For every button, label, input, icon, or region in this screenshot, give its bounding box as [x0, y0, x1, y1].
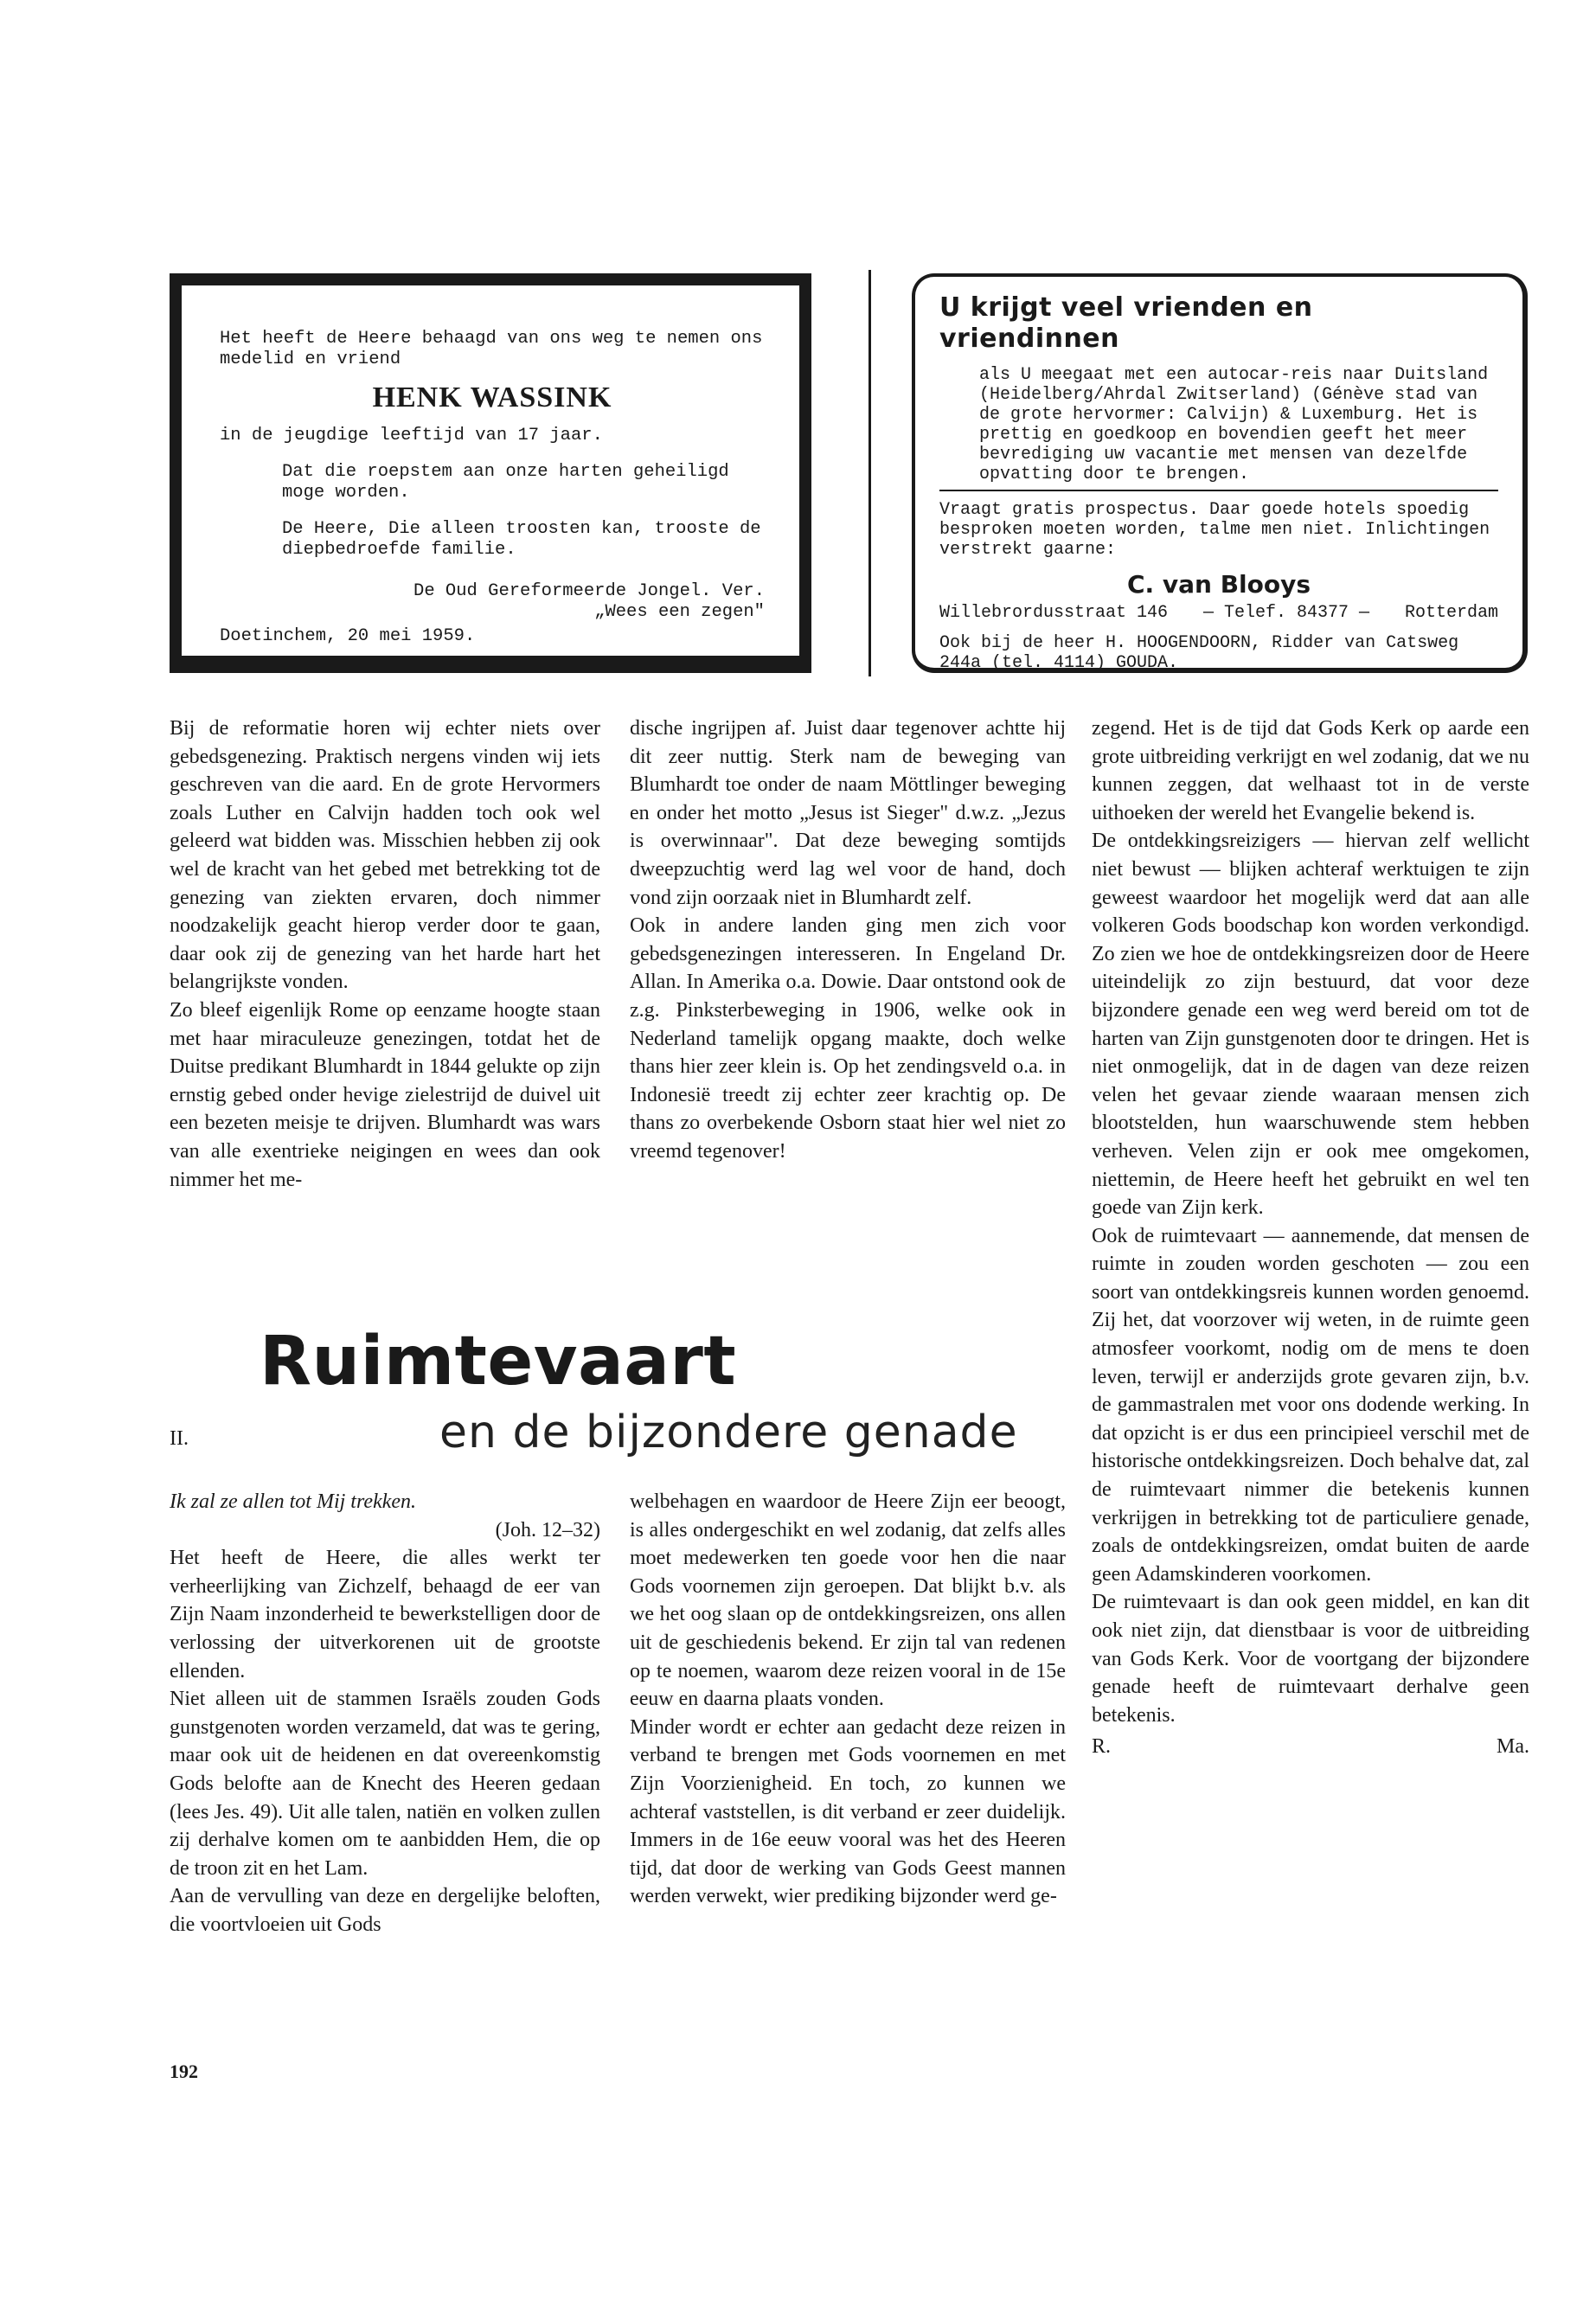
paragraph: Ook in andere landen ging men zich voor gebedsgenezingen interesseren. In Engeland Dr. Allan. In Amerika o.a. Dowie. Daar ontstond ook de z.g. Pinksterbeweging in 1906, welke ook in Nederland tamelijk opgang maakte, doch welke thans hier zeer klein is. Op het zendingsveld o.a. in Indonesië treedt zij echter zeer krachtig op. De thans zo overbekende Osborn staat hier wel niet zo vreemd tegenover!: [630, 914, 1066, 1163]
ad-body: als U meegaat met een autocar-reis naar Duitsland (Heidelberg/Ahrdal Zwitserland) (Génève stad van de grote hervormer: Calvijn) & Luxemburg. Het is prettig en goedkoop en bovendien geeft het meer bevrediging uw vacantie met mensen van dezelfde opvatting door te brengen.: [979, 365, 1489, 484]
article-part-number: II.: [170, 1427, 189, 1450]
ad-address-phone: — Telef. 84377 —: [1202, 603, 1370, 623]
paragraph: De ruimtevaart is dan ook geen middel, en kan dit ook niet zijn, dat dienstbaar is voor de uitbreiding van Gods Kerk. Voor de voortgang der bijzondere genade heeft de ruimtevaart derhalve geen betekenis.: [1092, 1591, 1529, 1727]
obituary-age: in de jeugdige leeftijd van 17 jaar.: [220, 426, 603, 445]
paragraph: Niet alleen uit de stammen Israëls zouden Gods gunstgenoten worden verzameld, dat was te gering, maar ook uit de heidenen en dat overeenkomstig Gods belofte aan de Knecht des Heeren gedaan (lees Jes. 49). Uit alle talen, natiën en volken zullen zij derhalve komen om te aanbidden Hem, die op de troon zit en het Lam.: [170, 1688, 600, 1880]
obituary-wish: Dat die roepstem aan onze harten geheiligd moge worden.: [282, 462, 729, 503]
article-signature: [1092, 1733, 1529, 1761]
obituary-comfort: De Heere, Die alleen troosten kan, trooste de diepbedroefde familie.: [282, 519, 761, 560]
paragraph: Bij de reformatie horen wij echter niets over gebedsgenezing. Praktisch nergens vinden wij iets geschreven van die aard. En de grote Hervormers zoals Luther en Calvijn hadden toch ook wel geleerd wat bidden was. Misschien hebben zij ook wel de kracht van het gebed met betrekking tot de genezing van ziekten ervaren, doch nimmer noodzakelijk geacht hierop verder door te gaan, daar ook zij de genezing van het harde hart het belangrijkste vonden.: [170, 717, 600, 994]
obituary-intro: Het heeft de Heere behaagd van ons weg te nemen ons medelid en vriend: [220, 329, 763, 369]
paragraph: Aan de vervulling van deze en dergelijke beloften, die voortvloeien uit Gods: [170, 1885, 600, 1936]
article-column-2: [630, 1488, 1066, 1911]
obituary-name: HENK WASSINK: [372, 381, 612, 413]
article-epigraph-reference: (Joh. 12–32): [495, 1518, 600, 1541]
ad-headline: U krijgt veel vrienden en vriendinnen: [939, 292, 1313, 354]
article-column-1: [170, 1488, 600, 1939]
signature-right: Ma.: [1497, 1735, 1529, 1759]
paragraph: Het heeft de Heere, die alles werkt ter verheerlijking van Zichzelf, behaagd de eer van Zijn Naam inzonderheid te bewerkstelligen door de verlossing der uitverkorenen uit de grootste ellenden.: [170, 1547, 600, 1682]
ad-contact-name: C. van Blooys: [1126, 570, 1311, 599]
obituary-place-date: Doetinchem, 20 mei 1959.: [220, 626, 476, 646]
ad-divider: [939, 490, 1498, 491]
article-subtitle: en de bijzondere genade: [439, 1407, 1018, 1458]
ad-address-city: Rotterdam: [1404, 603, 1498, 623]
paragraph: zegend. Het is de tijd dat Gods Kerk op aarde een grote uitbreiding verkrijgt en wel zodanig, dat we nu kunnen zeggen, dat welhaast tot in de verste uithoeken der wereld het Evangelie bekend is.: [1092, 717, 1529, 824]
travel-advertisement: [912, 273, 1528, 673]
ad-request: Vraagt gratis prospectus. Daar goede hotels spoedig besproken moeten worden, talme men niet. Inlichtingen verstrekt gaarne:: [939, 500, 1490, 560]
paragraph: Minder wordt er echter aan gedacht deze reizen in verband te brengen met Gods voornemen en met Zijn Voorzienigheid. En toch, zo kunnen we achteraf vaststellen, is dit verband er zeer duidelijk. Immers in de 16e eeuw vooral was het des Heeren tijd, dat door de werking van Gods Geest mannen werden verwekt, wier prediking bijzonder werd ge-: [630, 1715, 1066, 1908]
article-title: Ruimtevaart: [260, 1323, 737, 1400]
paragraph: dische ingrijpen af. Juist daar tegenover achtte hij dit zeer nuttig. Sterk nam de beweging van Blumhardt toe onder de naam Möttlinger beweging en onder het motto „Jesus ist Sieger" d.w.z. „Jezus is overwinnaar". Dat deze beweging somtijds dweepzuchtig werd lag wel voor de hand, doch vond zijn oorzaak niet in Blumhardt zelf.: [630, 717, 1066, 909]
article-epigraph: Ik zal ze allen tot Mij trekken.: [170, 1490, 417, 1513]
column-divider: [869, 270, 871, 676]
ad-other-contact: Ook bij de heer H. HOOGENDOORN, Ridder van Catsweg 244a (tel. 4114) GOUDA.: [939, 633, 1459, 673]
obituary-signature-org: De Oud Gereformeerde Jongel. Ver.: [413, 581, 765, 601]
page-number: 192: [170, 2061, 198, 2082]
text-column-3: [1092, 715, 1529, 1761]
ad-address-street: Willebrordusstraat 146: [939, 603, 1169, 623]
paragraph: welbehagen en waardoor de Heere Zijn eer beoogt, is alles ondergeschikt en wel zodanig, dat zelfs alles moet medewerken ten goede voor hen die naar Gods voornemen zijn geroepen. Dat blijkt b.v. als we het oog slaan op de ontdekkingsreizen, ons allen uit de geschiedenis bekend. Er zijn tal van redenen op te noemen, waarom deze reizen vooral in de 15e eeuw en daarna plaats vonden.: [630, 1490, 1066, 1711]
paragraph: Zo bleef eigenlijk Rome op eenzame hoogte staan met haar miraculeuze genezingen, totdat het de Duitse predikant Blumhardt in 1844 gelukte op zijn ernstig gebed onder hevige zielestrijd de duivel uit een bezeten meisje te drijven. Blumhardt was wars van alle exentrieke neigingen en wees dan ook nimmer het me-: [170, 998, 600, 1191]
paragraph: Ook de ruimtevaart — aannemende, dat mensen de ruimte in zouden worden geschoten — zou een soort van ontdekkingsreis kunnen worden genoemd. Zij het, dat voorzover wij weten, in de ruimte geen atmosfeer voorkomt, nodig om de mens te doen leven, terwijl er anderzijds grote gevaren zijn, b.v. de gammastralen met voor ons dodende werking. In dat opzicht is er dus een principieel verschil met de historische ontdekkingsreizen. Doch behalve dat, zal de ruimtevaart nimmer die betekenis kunnen verkrijgen in betrekking tot de particuliere genade, zoals de ontdekkingsreizen, omdat buiten de aarde geen Adamskinderen voorkomen.: [1092, 1224, 1529, 1586]
ad-address: [939, 603, 1498, 623]
text-column-1: [170, 715, 600, 1194]
obituary-signature-motto: „Wees een zegen": [594, 602, 765, 622]
text-column-2: [630, 715, 1066, 1166]
paragraph: De ontdekkingsreizigers — hiervan zelf wellicht niet bewust — blijken achteraf werktuigen te zijn geweest waardoor het mogelijk werd dat aan alle volkeren Gods boodschap kon worden verkondigd. Zo zien we hoe de ontdekkingsreizen door de Heere uiteindelijk zo zijn bestuurd, dat voor deze bijzondere genade een weg werd bereid om tot de harten van Zijn gunstgenoten door te dringen. Het is niet onmogelijk, dat in de dagen van deze reizen velen het gevaar ziende waaraan mensen zich blootstelden, hun waarschuwende stem hebben verheven. Velen zijn er ook mee omgekomen, niettemin, de Heere heeft het gebruikt en wel ten goede van Zijn kerk.: [1092, 830, 1529, 1220]
obituary-notice: [170, 273, 811, 673]
signature-left: R.: [1092, 1735, 1112, 1759]
